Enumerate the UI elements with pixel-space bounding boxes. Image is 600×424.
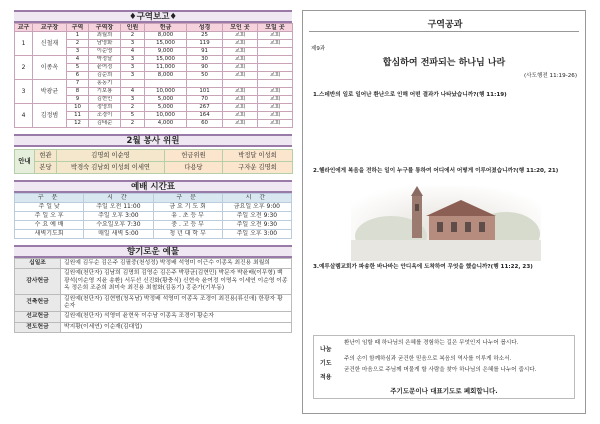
report-met-cell: 교회 xyxy=(223,40,258,48)
report-money-cell: 8,000 xyxy=(145,32,187,40)
report-header-cell: 교구 xyxy=(15,24,33,32)
service-value: 박정달 이성희 xyxy=(223,150,293,162)
parish-cell: 3 xyxy=(15,80,33,104)
offering-names: 길원예(천단자) 김현범(청옥남) 박정배 석영미 이종옥 조경이 최진용(류신애) 한광자 황순자 xyxy=(61,294,292,312)
report-people-cell: 3 xyxy=(121,40,145,48)
offering-row xyxy=(15,322,292,332)
closing-note: 주기도문이나 대표기도로 폐회합니다. xyxy=(390,387,498,395)
service-value: 김명희 이순영 xyxy=(57,150,165,162)
report-zone-cell: 4 xyxy=(67,56,89,64)
report-money-cell: 15,000 xyxy=(145,40,187,48)
lesson-title: 구역공과 xyxy=(427,20,463,30)
report-header-cell: 모인 곳 xyxy=(223,24,258,32)
report-bible-cell: 267 xyxy=(187,104,223,112)
report-row xyxy=(15,32,293,40)
offering-category: 감사헌금 xyxy=(15,269,61,294)
report-header-cell: 교구장 xyxy=(33,24,67,32)
offering-category: 선교헌금 xyxy=(15,312,61,322)
offering-row xyxy=(15,259,292,269)
service-committee-table xyxy=(14,149,293,174)
offering-table xyxy=(14,258,292,333)
worship-cell: 매일 새벽 5:00 xyxy=(84,230,153,239)
report-met-cell: 교회 xyxy=(223,32,258,40)
report-met-cell: 교회 xyxy=(223,48,258,56)
offering-names: 길원예(천단자) 석영미 윤현욱 이수남 이종옥 조경이 황순자 xyxy=(61,312,292,322)
report-people-cell: 3 xyxy=(121,96,145,104)
report-money-cell: 4,000 xyxy=(145,120,187,128)
share-label: 나눔 xyxy=(320,346,332,353)
question-1: 1.스데반의 일로 일어난 환난으로 인해 어떤 결과가 나타났습니까?(행 11:19) xyxy=(313,92,507,98)
parish-leader-cell: 박광균 xyxy=(33,80,67,104)
report-meet-cell xyxy=(258,56,293,64)
parish-leader-cell: 이종옥 xyxy=(33,56,67,80)
offering-names: 박지황(이세연) 이순재(김대업) xyxy=(61,322,292,332)
report-bible-cell: 101 xyxy=(187,88,223,96)
report-bible-cell: 50 xyxy=(187,72,223,80)
report-met-cell: 교회 xyxy=(223,120,258,128)
report-money-cell: 9,000 xyxy=(145,48,187,56)
offering-names: 길원예 김두순 김은주 김필중(천성정) 박정배 석영미 이근수 이종옥 최진용 최월희 xyxy=(61,259,292,269)
worship-cell: 주일 오후 3:00 xyxy=(84,212,153,221)
report-people-cell: 4 xyxy=(121,88,145,96)
report-zone-cell: 1 xyxy=(67,32,89,40)
report-people-cell: 2 xyxy=(121,120,145,128)
parish-cell: 4 xyxy=(15,104,33,128)
service-value: 박경숙 김남희 이성희 이세연 xyxy=(57,162,165,174)
worship-cell: 금요일 오후 9:00 xyxy=(222,203,291,212)
report-bible-cell: 30 xyxy=(187,56,223,64)
report-money-cell: 10,000 xyxy=(145,112,187,120)
zone-report-table xyxy=(14,23,293,128)
worship-header-cell: 구 분 xyxy=(15,194,84,203)
report-bible-cell: 70 xyxy=(187,96,223,104)
report-zone-cell: 12 xyxy=(67,120,89,128)
offering-title: 향기로운 예물 xyxy=(14,245,292,258)
question-2: 2.헬라인에게 복음을 전하는 일이 누구를 통하여 어디에서 어떻게 이루어졌습니까?(행 11:20, 21) xyxy=(313,168,559,174)
lesson-panel xyxy=(302,10,586,414)
report-met-cell: 교회 xyxy=(223,112,258,120)
report-meet-cell: 교회 xyxy=(258,72,293,80)
report-name-cell: 박정달 xyxy=(89,56,121,64)
report-name-cell: 남영화 xyxy=(89,40,121,48)
parish-cell: 1 xyxy=(15,32,33,56)
report-people-cell: 2 xyxy=(121,32,145,40)
report-bible-cell: 91 xyxy=(187,48,223,56)
report-name-cell: 김현민 xyxy=(89,96,121,104)
divider xyxy=(309,31,579,32)
report-meet-cell: 교회 xyxy=(258,112,293,120)
offering-category: 건축헌금 xyxy=(15,294,61,312)
report-met-cell: 교회 xyxy=(223,56,258,64)
report-row xyxy=(15,80,293,88)
report-zone-cell: 10 xyxy=(67,104,89,112)
parish-cell: 2 xyxy=(15,56,33,80)
report-header-cell: 성경 xyxy=(187,24,223,32)
worship-row xyxy=(15,221,292,230)
worship-header-cell: 시 간 xyxy=(84,194,153,203)
report-zone-cell: 3 xyxy=(67,48,89,56)
report-row xyxy=(15,104,293,112)
report-met-cell: 교회 xyxy=(223,104,258,112)
report-people-cell: 3 xyxy=(121,64,145,72)
worship-cell: 주일 오후 3:00 xyxy=(222,230,291,239)
worship-cell: 주 일 낮 xyxy=(15,203,84,212)
report-row xyxy=(15,56,293,64)
report-meet-cell xyxy=(258,64,293,72)
report-name-cell: 최월희 xyxy=(89,32,121,40)
parish-leader-cell: 신철재 xyxy=(33,32,67,56)
offering-names: 길원예(천단자) 김남희 김명희 김영순 김은주 박광균(김현민) 박문자 박윤배(이무형) 백광석(이순영 지윤 송환) 서두선 신진화(황충식) 신현숙 윤여정 이명옥 이세연 이순영 이종옥 정은희 조준희 최미숙 최진용 최철화(김동기) 홍준가(기부동) xyxy=(61,269,292,294)
apply-text: 굳건한 마음으로 주님께 머물게 할 사람을 찾아 하나님의 은혜를 나누어 줍시다. xyxy=(344,367,537,373)
report-bible-cell: 25 xyxy=(187,32,223,40)
report-zone-cell: 6 xyxy=(67,72,89,80)
report-people-cell xyxy=(121,80,145,88)
report-met-cell xyxy=(223,80,258,88)
worship-header-cell: 시 간 xyxy=(222,194,291,203)
report-zone-cell: 11 xyxy=(67,112,89,120)
left-column xyxy=(14,10,292,333)
report-money-cell: 10,000 xyxy=(145,88,187,96)
parish-leader-cell: 김정범 xyxy=(33,104,67,128)
report-name-cell: 김태순 xyxy=(89,120,121,128)
report-title: ♦구역보고♦ xyxy=(14,10,292,23)
offering-row xyxy=(15,269,292,294)
report-met-cell: 교회 xyxy=(223,72,258,80)
report-name-cell: 이순영 xyxy=(89,48,121,56)
report-header-cell: 모일 곳 xyxy=(258,24,293,32)
report-meet-cell xyxy=(258,80,293,88)
worship-cell: 금 요 기 도 회 xyxy=(153,203,222,212)
lesson-heading: 합심하여 전파되는 하나님 나라 xyxy=(382,58,506,68)
report-zone-cell: 2 xyxy=(67,40,89,48)
report-bible-cell: 119 xyxy=(187,40,223,48)
worship-cell: 수요일오후 7:30 xyxy=(84,221,153,230)
report-money-cell: 5,000 xyxy=(145,104,187,112)
report-money-cell xyxy=(145,80,187,88)
report-money-cell: 8,000 xyxy=(145,72,187,80)
offering-row xyxy=(15,312,292,322)
report-meet-cell xyxy=(258,48,293,56)
service-key: 다용당 xyxy=(165,162,223,174)
report-name-cell: 김순희 xyxy=(89,72,121,80)
report-people-cell: 2 xyxy=(121,104,145,112)
worship-cell: 청 년 대 학 부 xyxy=(153,230,222,239)
worship-cell: 주일 오전 9:30 xyxy=(222,212,291,221)
report-meet-cell: 교회 xyxy=(258,96,293,104)
report-zone-cell: 9 xyxy=(67,96,89,104)
report-bible-cell: 164 xyxy=(187,112,223,120)
report-met-cell: 교회 xyxy=(223,96,258,104)
service-key: 헌금위원 xyxy=(165,150,223,162)
report-zone-cell: 8 xyxy=(67,88,89,96)
report-money-cell: 11,000 xyxy=(145,64,187,72)
worship-cell: 유 . 초 등 부 xyxy=(153,212,222,221)
report-header-cell: 구역장 xyxy=(89,24,121,32)
church-illustration xyxy=(351,186,541,261)
offering-category: 십일조 xyxy=(15,259,61,269)
report-meet-cell: 교회 xyxy=(258,120,293,128)
worship-cell: 수 요 예 배 xyxy=(15,221,84,230)
pray-text: 주의 손이 함께하심과 굳건한 믿음으로 복음의 역사를 이루게 하소서. xyxy=(344,356,512,362)
worship-header-cell: 구 분 xyxy=(153,194,222,203)
report-name-cell: 홍동기 xyxy=(89,80,121,88)
report-bible-cell: 60 xyxy=(187,120,223,128)
worship-cell: 새벽기도회 xyxy=(15,230,84,239)
worship-schedule-table xyxy=(14,193,292,239)
offering-category: 전도헌금 xyxy=(15,322,61,332)
report-name-cell: 기보룡 xyxy=(89,88,121,96)
report-people-cell: 4 xyxy=(121,48,145,56)
report-name-cell: 정영희 xyxy=(89,104,121,112)
service-label: 안내 xyxy=(15,150,35,174)
report-header-cell: 헌금 xyxy=(145,24,187,32)
report-people-cell: 3 xyxy=(121,72,145,80)
report-header-cell: 구역 xyxy=(67,24,89,32)
worship-row xyxy=(15,212,292,221)
service-value: 구자운 김명희 xyxy=(223,162,293,174)
report-bible-cell xyxy=(187,80,223,88)
report-meet-cell: 교회 xyxy=(258,104,293,112)
report-money-cell: 5,000 xyxy=(145,96,187,104)
worship-cell: 주일 오전 9:30 xyxy=(222,221,291,230)
worship-row xyxy=(15,203,292,212)
scripture-reference: (사도행전 11:19-26) xyxy=(523,73,577,79)
offering-row xyxy=(15,294,292,312)
report-zone-cell: 7 xyxy=(67,80,89,88)
report-header-cell: 인원 xyxy=(121,24,145,32)
report-name-cell: 윤여정 xyxy=(89,64,121,72)
apply-label: 적용 xyxy=(320,374,332,381)
report-met-cell: 교회 xyxy=(223,88,258,96)
report-people-cell: 5 xyxy=(121,112,145,120)
service-title: 2월 봉사 위원 xyxy=(14,134,292,147)
share-text: 환난이 임할 때 하나님의 은혜를 경험하는 길은 무엇인지 나누어 봅시다. xyxy=(344,340,519,346)
report-meet-cell: 교회 xyxy=(258,32,293,40)
report-people-cell: 3 xyxy=(121,56,145,64)
service-key: 현관 xyxy=(35,150,57,162)
worship-cell: 주 일 오 후 xyxy=(15,212,84,221)
service-key: 본당 xyxy=(35,162,57,174)
report-bible-cell: 90 xyxy=(187,64,223,72)
worship-row xyxy=(15,230,292,239)
report-name-cell: 조경이 xyxy=(89,112,121,120)
share-pray-apply-box xyxy=(313,335,575,399)
report-zone-cell: 5 xyxy=(67,64,89,72)
worship-title: 예배 시간표 xyxy=(14,180,292,193)
pray-label: 기도 xyxy=(320,360,332,367)
worship-cell: 주일 오전 11:00 xyxy=(84,203,153,212)
report-money-cell: 15,000 xyxy=(145,56,187,64)
worship-cell: 중 . 고 등 부 xyxy=(153,221,222,230)
report-met-cell: 교회 xyxy=(223,64,258,72)
lesson-number: 제9과 xyxy=(311,46,326,52)
report-meet-cell: 교회 xyxy=(258,40,293,48)
report-meet-cell: 교회 xyxy=(258,88,293,96)
question-3: 3.예루살렘교회가 파송한 바나바는 안디옥에 도착하여 무엇을 했습니까?(행 11:22, 23) xyxy=(313,264,533,270)
